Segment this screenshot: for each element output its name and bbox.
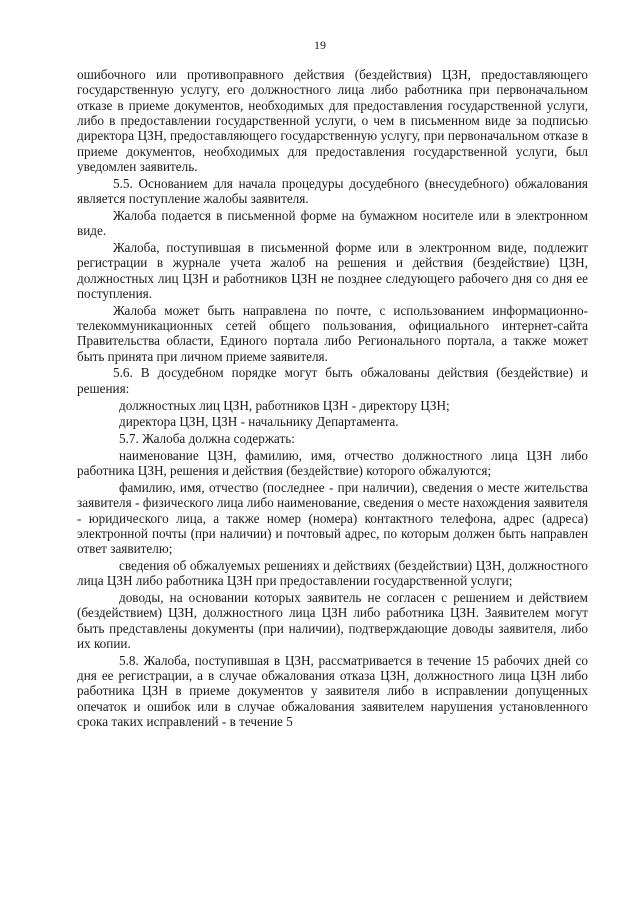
paragraph-5-6: 5.6. В досудебном порядке могут быть обжалованы действия (бездействие) и решения: <box>77 365 588 396</box>
paragraph-5-5: 5.5. Основанием для начала процедуры досудебного (внесудебного) обжалования является поступление жалобы заявителя. <box>77 175 588 207</box>
list-item-content-1: наименование ЦЗН, фамилию, имя, отчество должностного лица ЦЗН либо работника ЦЗН, решения и действия (бездействие) которого обжалуются; <box>77 447 588 479</box>
paragraph-complaint-form: Жалоба подается в письменной форме на бумажном носителе или в электронном виде. <box>77 207 588 239</box>
list-item-appeal-1: должностных лиц ЦЗН, работников ЦЗН - директору ЦЗН; <box>119 397 450 413</box>
list-item-content-4: доводы, на основании которых заявитель не согласен с решением и действием (бездействием) ЦЗН, должностного лица ЦЗН либо работника ЦЗН. Заявителем могут быть представлены документы (при наличии), подтверждающие доводы заявителя, либо их копии. <box>77 590 588 652</box>
paragraph-continuation: ошибочного или противоправного действия (бездействия) ЦЗН, предоставляющего государственную услугу, его должностного лица либо работника при первоначальном отказе в приеме документов, необходимых для предоставления государственной услуги, либо в предоставлении государственной услуги, о чем в письменном виде за подписью директора ЦЗН, предоставляющего государственную услугу, при первоначальном отказе в приеме документов, необходимых для предоставления государственной услуги, был уведомлен заявитель. <box>77 67 588 175</box>
list-item-content-3: сведения об обжалуемых решениях и действиях (бездействии) ЦЗН, должностного лица ЦЗН либо работника ЦЗН при предоставлении государственной услуги; <box>77 557 588 589</box>
paragraph-5-7: 5.7. Жалоба должна содержать: <box>119 431 295 447</box>
paragraph-complaint-registration: Жалоба, поступившая в письменной форме или в электронном виде, подлежит регистрации в журнале учета жалоб на решения и действия (бездействие) ЦЗН, должностных лиц ЦЗН и работников ЦЗН не позднее следующего рабочего дня со дня ее поступления. <box>77 239 588 301</box>
list-item-appeal-2: директора ЦЗН, ЦЗН - начальнику Департамента. <box>119 414 399 430</box>
document-body <box>77 67 588 731</box>
list-item-content-2: фамилию, имя, отчество (последнее - при наличии), сведения о месте жительства заявителя - физического лица либо наименование, сведения о месте нахождения заявителя - юридического лица, а также номер (номера) контактного телефона, адрес (адреса) электронной почты (при наличии) и почтовый адрес, по которым должен быть направлен ответ заявителю; <box>77 479 588 557</box>
paragraph-5-8: 5.8. Жалоба, поступившая в ЦЗН, рассматривается в течение 15 рабочих дней со дня ее регистрации, а в случае обжалования отказа ЦЗН, должностного лица ЦЗН либо работника ЦЗН в приеме документов у заявителя либо в исправлении допущенных опечаток и ошибок или в случае обжалования заявителем нарушения установленного срока таких исправлений - в течение 5 <box>77 652 588 730</box>
paragraph-complaint-channels: Жалоба может быть направлена по почте, с использованием информационно-телекоммуникационных сетей общего пользования, официального интернет-сайта Правительства области, Единого портала либо Регионального портала, а также может быть принята при личном приеме заявителя. <box>77 302 588 364</box>
page-number: 19 <box>314 38 326 52</box>
